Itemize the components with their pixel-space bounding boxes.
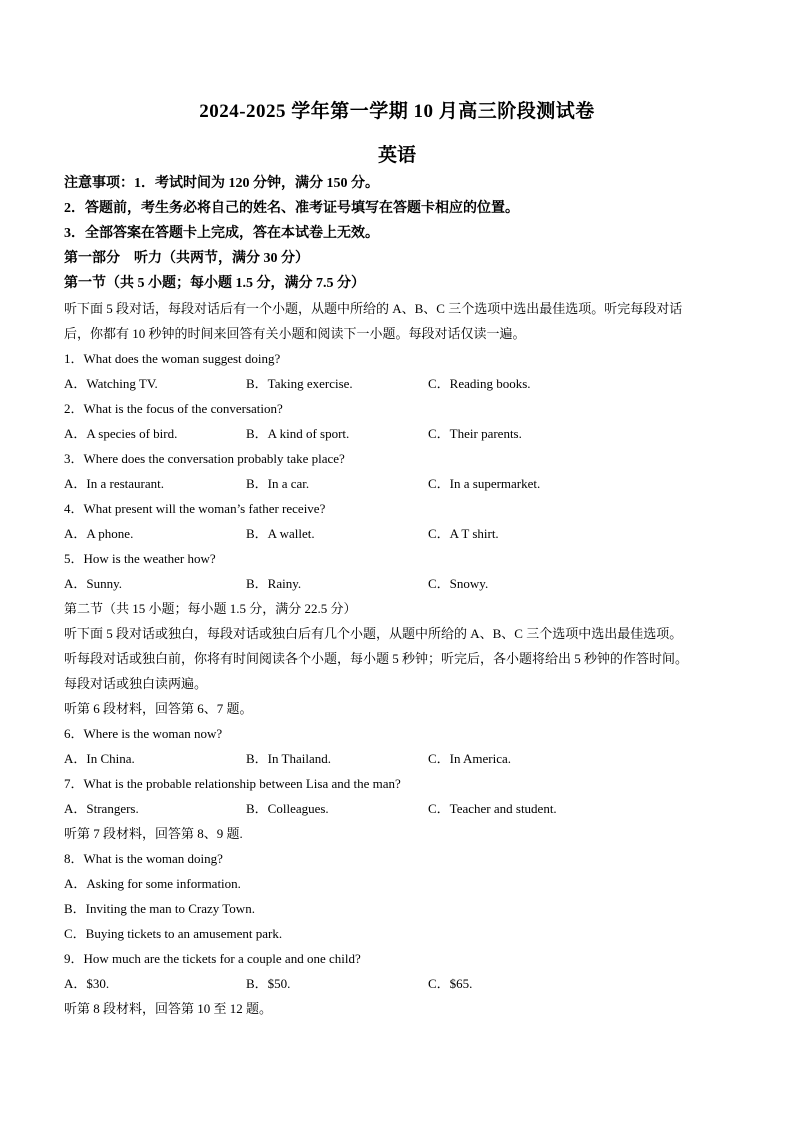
- q2-option-a: A．A species of bird.: [64, 426, 178, 441]
- section1-heading: 第一节（共 5 小题；每小题 1.5 分，满分 7.5 分）: [64, 276, 365, 291]
- material-8-note: 听第 8 段材料，回答第 10 至 12 题。: [64, 1001, 273, 1016]
- q6-option-c: C．In America.: [428, 751, 512, 766]
- q7-option-b: B．Colleagues.: [246, 801, 329, 816]
- q5-option-a: A．Sunny.: [64, 576, 123, 591]
- q8-option-a: A．Asking for some information.: [64, 876, 241, 891]
- question-7: 7．What is the probable relationship between Lisa and the man?: [64, 776, 401, 791]
- section2-instruction-2: 听每段对话或独白前，你将有时间阅读各个小题，每小题 5 秒钟；听完后，各小题将给出 5 秒钟的作答时间。: [64, 651, 689, 666]
- q4-option-b: B．A wallet.: [246, 526, 315, 541]
- question-3: 3．Where does the conversation probably take place?: [64, 451, 345, 466]
- q9-option-c: C．$65.: [428, 976, 473, 991]
- section1-instruction-2: 后，你都有 10 秒钟的时间来回答有关小题和阅读下一小题。每段对话仅读一遍。: [64, 326, 526, 341]
- question-6: 6．Where is the woman now?: [64, 726, 223, 741]
- question-5: 5．How is the weather how?: [64, 551, 216, 566]
- q8-option-c: C．Buying tickets to an amusement park.: [64, 926, 283, 941]
- section2-instruction-3: 每段对话或独白读两遍。: [64, 676, 208, 691]
- q5-option-c: C．Snowy.: [428, 576, 489, 591]
- q1-option-c: C．Reading books.: [428, 376, 531, 391]
- q2-option-b: B．A kind of sport.: [246, 426, 350, 441]
- q2-option-c: C．Their parents.: [428, 426, 522, 441]
- question-9: 9．How much are the tickets for a couple and one child?: [64, 951, 361, 966]
- exam-title: 2024-2025 学年第一学期 10 月高三阶段测试卷: [199, 101, 595, 122]
- question-1: 1．What does the woman suggest doing?: [64, 351, 281, 366]
- q6-option-b: B．In Thailand.: [246, 751, 331, 766]
- note-3: 3．全部答案在答题卡上完成，答在本试卷上无效。: [64, 226, 379, 241]
- q7-option-a: A．Strangers.: [64, 801, 139, 816]
- q3-option-a: A．In a restaurant.: [64, 476, 164, 491]
- q5-option-b: B．Rainy.: [246, 576, 302, 591]
- question-8: 8．What is the woman doing?: [64, 851, 223, 866]
- question-4: 4．What present will the woman’s father receive?: [64, 501, 326, 516]
- q3-option-b: B．In a car.: [246, 476, 310, 491]
- material-7-note: 听第 7 段材料，回答第 8、9 题.: [64, 826, 243, 841]
- note-2: 2．答题前，考生务必将自己的姓名、准考证号填写在答题卡相应的位置。: [64, 201, 519, 216]
- q7-option-c: C．Teacher and student.: [428, 801, 557, 816]
- q8-option-b: B．Inviting the man to Crazy Town.: [64, 901, 255, 916]
- material-6-note: 听第 6 段材料，回答第 6、7 题。: [64, 701, 253, 716]
- q1-option-a: A．Watching TV.: [64, 376, 158, 391]
- part1-heading: 第一部分 听力（共两节，满分 30 分）: [64, 251, 309, 266]
- section1-instruction-1: 听下面 5 段对话，每段对话后有一个小题，从题中所给的 A、B、C 三个选项中选出最佳选项。听完每段对话: [64, 301, 683, 316]
- q4-option-a: A．A phone.: [64, 526, 134, 541]
- note-1: 注意事项：1．考试时间为 120 分钟，满分 150 分。: [64, 176, 379, 191]
- q1-option-b: B．Taking exercise.: [246, 376, 353, 391]
- q9-option-b: B．$50.: [246, 976, 291, 991]
- subject-title: 英语: [377, 145, 416, 166]
- section2-instruction-1: 听下面 5 段对话或独白，每段对话或独白后有几个小题，从题中所给的 A、B、C 三个选项中选出最佳选项。: [64, 626, 683, 641]
- section2-heading: 第二节（共 15 小题；每小题 1.5 分，满分 22.5 分）: [64, 601, 357, 616]
- q6-option-a: A．In China.: [64, 751, 135, 766]
- question-2: 2．What is the focus of the conversation?: [64, 401, 283, 416]
- q4-option-c: C．A T shirt.: [428, 526, 499, 541]
- q9-option-a: A．$30.: [64, 976, 110, 991]
- q3-option-c: C．In a supermarket.: [428, 476, 541, 491]
